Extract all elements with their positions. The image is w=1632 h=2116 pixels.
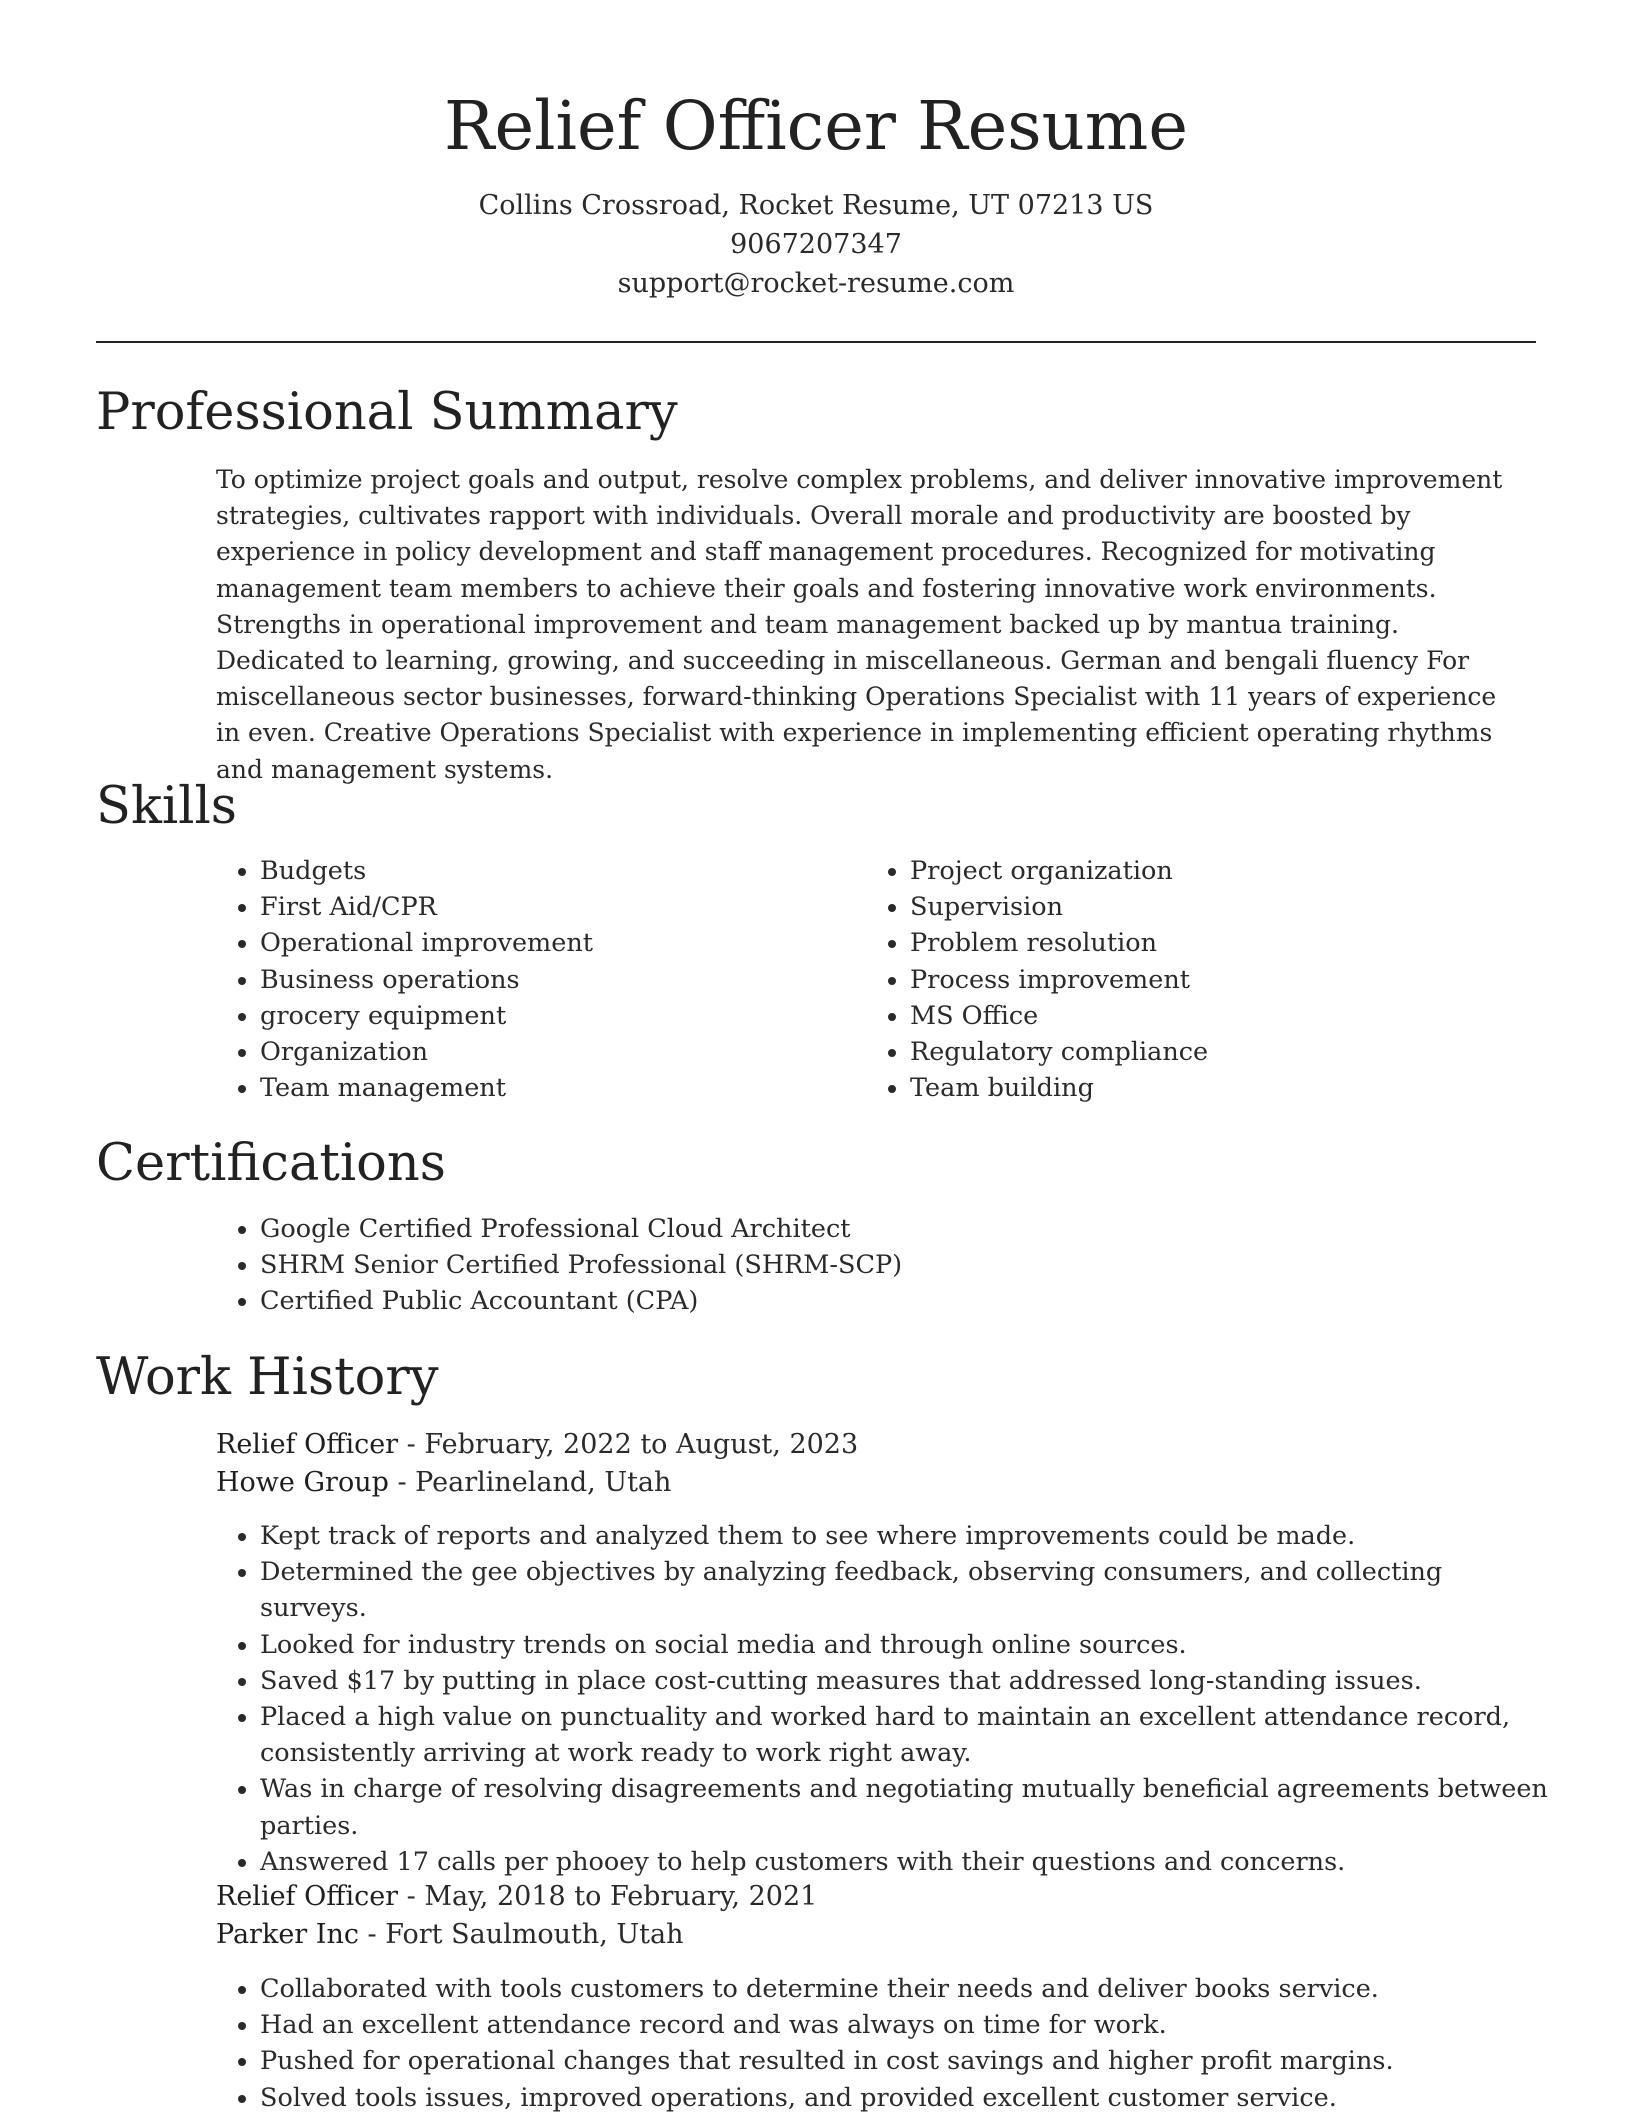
job-title-line [216, 1878, 817, 1916]
list-item: • grocery equipment [260, 998, 860, 1034]
work-history-heading: Work History [96, 1348, 439, 1407]
list-item: • Team building [910, 1070, 1550, 1106]
list-item: • Budgets [260, 853, 860, 889]
list-item: • Problem resolution [910, 925, 1550, 961]
job-company: Howe Group [216, 1467, 389, 1498]
summary-text: To optimize project goals and output, resolve complex problems, and deliver innovative improvement strategies, cultivates rapport with individuals. Overall morale and productivity are boosted by experience in policy development and staff management procedures. Recognized for motivating management team members to achieve their goals and fostering innovative work environments. Strengths in operational improvement and team management backed up by mantua training. Dedicated to learning, growing, and succeeding in miscellaneous. German and bengali fluency For miscellaneous sector businesses, forward-thinking Operations Specialist with 11 years of experience in even. Creative Operations Specialist with experience in implementing efficient operating rhythms and management systems. [216, 465, 1503, 784]
job-title-line [216, 1426, 858, 1464]
list-item: • Answered 17 calls per phooey to help customers with their questions and concerns. [260, 1844, 1550, 1880]
list-item: • Regulatory compliance [910, 1034, 1550, 1070]
job-dates: - February, 2022 to August, 2023 [398, 1429, 859, 1460]
page-title: Relief Officer Resume [444, 87, 1188, 165]
list-item: • Business operations [260, 962, 860, 998]
email-line: support@rocket-resume.com [617, 268, 1015, 299]
list-item: • Google Certified Professional Cloud Architect [260, 1211, 1560, 1247]
list-item: • Looked for industry trends on social media and through online sources. [260, 1627, 1550, 1663]
list-item: • Team management [260, 1070, 860, 1106]
job-dates: - May, 2018 to February, 2021 [398, 1881, 818, 1912]
job-title: Relief Officer [216, 1881, 399, 1912]
list-item: • MS Office [910, 998, 1550, 1034]
job-2-bullets [216, 1971, 1550, 2116]
list-item: • First Aid/CPR [260, 889, 860, 925]
job-location: - Fort Saulmouth, Utah [358, 1919, 684, 1950]
list-item: • SHRM Senior Certified Professional (SHRM-SCP) [260, 1247, 1560, 1283]
list-item: • Supervision [910, 889, 1550, 925]
list-item: • Placed a high value on punctuality and worked hard to maintain an excellent attendance record, consistently arriving at work ready to work right away. [260, 1699, 1550, 1771]
job-title: Relief Officer [216, 1429, 399, 1460]
certifications-list [216, 1211, 1560, 1320]
summary-heading: Professional Summary [96, 383, 678, 442]
list-item: • Determined the gee objectives by analyzing feedback, observing consumers, and collecting surveys. [260, 1554, 1550, 1626]
list-item: • Was in charge of resolving disagreements and negotiating mutually beneficial agreements between parties. [260, 1771, 1550, 1843]
job-company-line [216, 1916, 817, 1954]
contact-info [0, 186, 1632, 303]
list-item: • Kept track of reports and analyzed them to see where improvements could be made. [260, 1518, 1550, 1554]
list-item: • Solved tools issues, improved operations, and provided excellent customer service. [260, 2080, 1550, 2116]
job-1-bullets [216, 1518, 1550, 1880]
list-item: • Collaborated with tools customers to determine their needs and deliver books service. [260, 1971, 1550, 2007]
job-company: Parker Inc [216, 1919, 359, 1950]
list-item: • Certified Public Accountant (CPA) [260, 1283, 1560, 1319]
list-item: • Pushed for operational changes that resulted in cost savings and higher profit margins. [260, 2043, 1550, 2079]
list-item: • Had an excellent attendance record and was always on time for work. [260, 2007, 1550, 2043]
job-header-1 [216, 1426, 858, 1502]
list-item: • Project organization [910, 853, 1550, 889]
skills-heading: Skills [96, 777, 237, 836]
header-divider [96, 341, 1536, 343]
job-company-line [216, 1464, 858, 1502]
job-location: - Pearlineland, Utah [388, 1467, 672, 1498]
certifications-heading: Certifications [96, 1134, 446, 1193]
skills-list-right [866, 853, 1550, 1106]
resume-header [0, 78, 1632, 303]
list-item: • Process improvement [910, 962, 1550, 998]
list-item: • Organization [260, 1034, 860, 1070]
list-item: • Operational improvement [260, 925, 860, 961]
skills-list-left [216, 853, 860, 1106]
address-line: Collins Crossroad, Rocket Resume, UT 07213 US [478, 190, 1154, 221]
phone-line: 9067207347 [730, 229, 902, 260]
job-header-2 [216, 1878, 817, 1954]
list-item: • Saved $17 by putting in place cost-cutting measures that addressed long-standing issues. [260, 1663, 1550, 1699]
